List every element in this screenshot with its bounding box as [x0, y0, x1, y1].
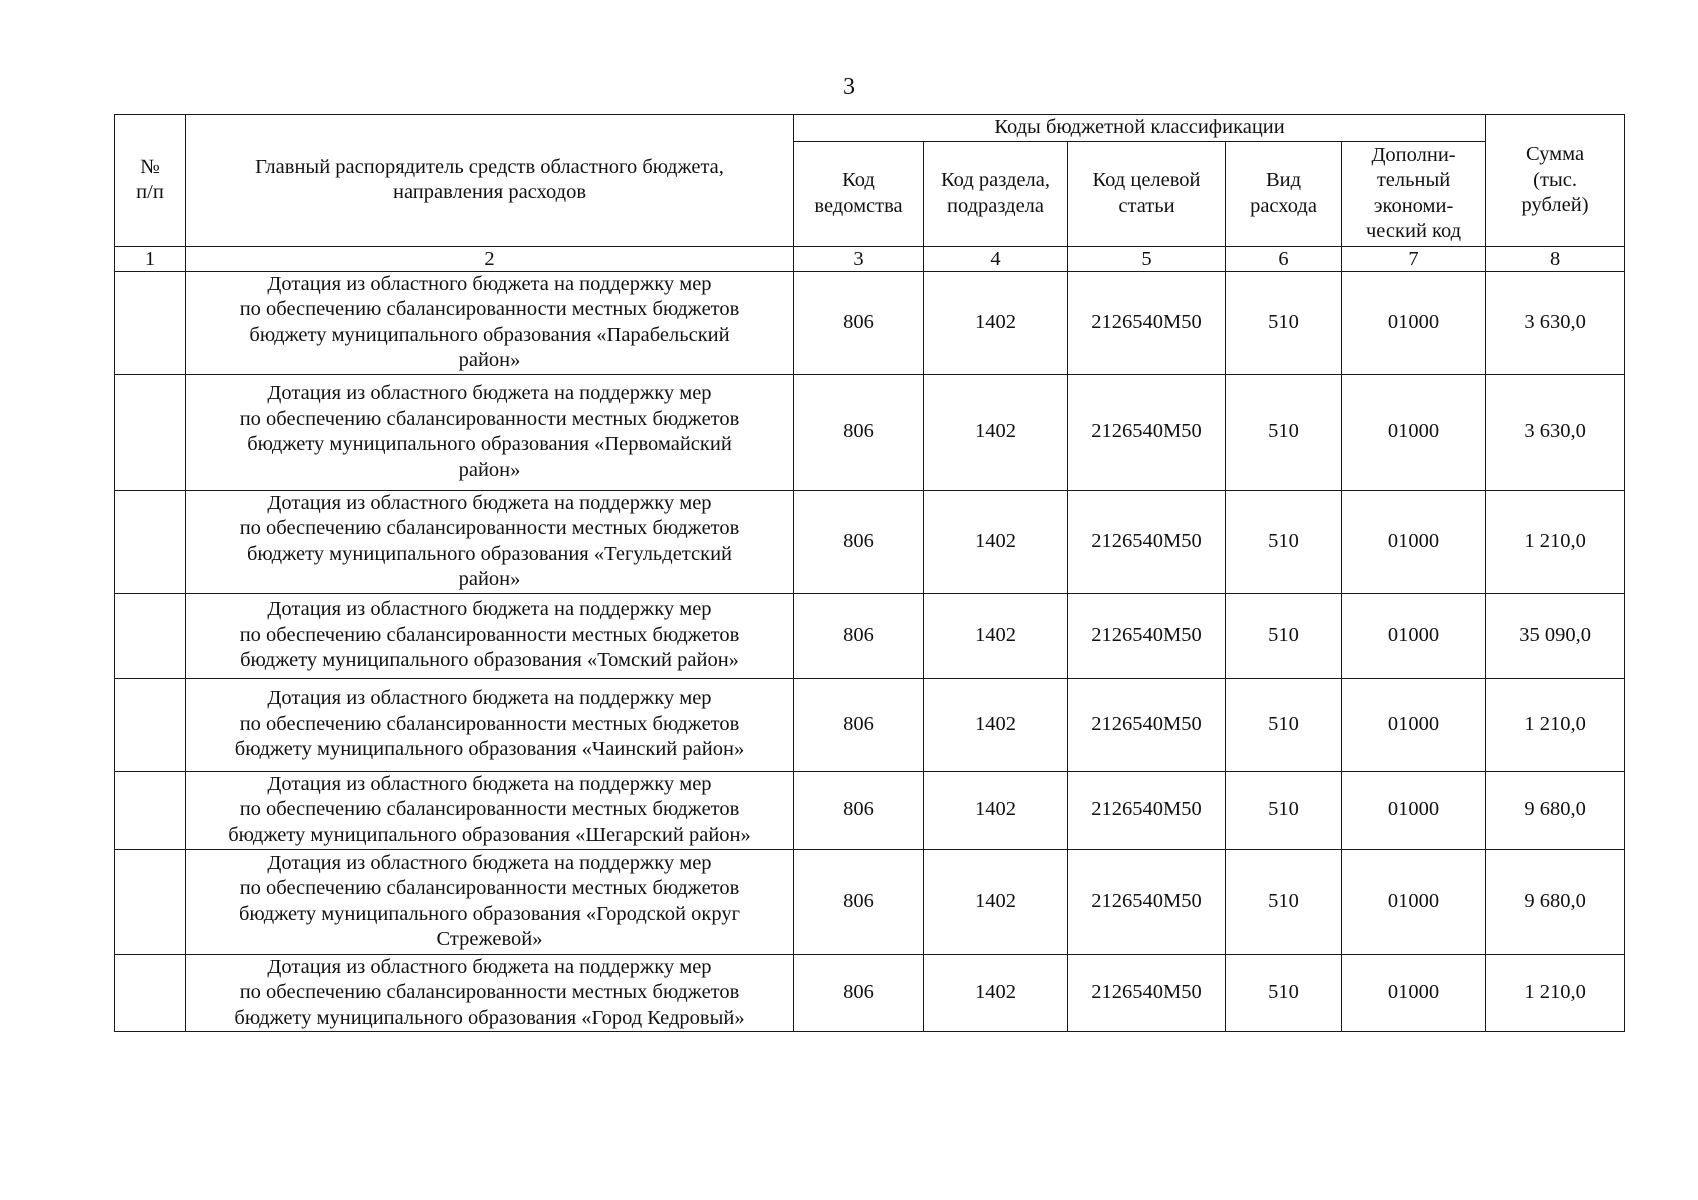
header-text: Сумма	[1526, 143, 1585, 165]
cell-section: 1402	[924, 490, 1068, 593]
cell-sum: 9 680,0	[1486, 771, 1625, 849]
header-text: статьи	[1118, 194, 1175, 217]
header-text: (тыс.	[1533, 168, 1577, 191]
description-line: по обеспечению сбалансированности местных бюджетов	[239, 517, 740, 539]
header-text: экономи-	[1373, 194, 1454, 217]
column-number: 5	[1068, 246, 1226, 271]
header-codes-group: Коды бюджетной классификации	[794, 115, 1486, 142]
header-num	[115, 115, 186, 247]
cell-target: 2126540M50	[1068, 490, 1226, 593]
table-row	[115, 849, 1625, 954]
header-text: Вид	[1265, 169, 1302, 191]
table-body	[115, 246, 1625, 1032]
row-number	[115, 771, 186, 849]
table-row	[115, 490, 1625, 593]
column-number: 7	[1342, 246, 1486, 271]
cell-expense: 510	[1226, 374, 1342, 490]
header-text: направления расходов	[392, 181, 587, 204]
header-recipient	[186, 115, 794, 247]
table-row	[115, 954, 1625, 1032]
description-line: по обеспечению сбалансированности местных бюджетов	[239, 877, 740, 899]
cell-expense: 510	[1226, 954, 1342, 1032]
description-line: по обеспечению сбалансированности местных бюджетов	[239, 298, 740, 320]
description-line: бюджету муниципального образования «Город Кедровый»	[234, 1006, 745, 1029]
cell-sum: 3 630,0	[1486, 374, 1625, 490]
description-line: район»	[458, 349, 521, 371]
cell-section: 1402	[924, 374, 1068, 490]
description-line: бюджету муниципального образования «Томский район»	[240, 649, 739, 672]
row-description	[186, 490, 794, 593]
cell-econ: 01000	[1342, 678, 1486, 771]
budget-table	[114, 114, 1625, 1032]
cell-target: 2126540M50	[1068, 771, 1226, 849]
cell-sum: 1 210,0	[1486, 954, 1625, 1032]
cell-target: 2126540M50	[1068, 271, 1226, 374]
header-text: подраздела	[947, 194, 1044, 217]
header-sum	[1486, 115, 1625, 247]
cell-target: 2126540M50	[1068, 849, 1226, 954]
cell-expense: 510	[1226, 490, 1342, 593]
page-number: 3	[843, 74, 855, 100]
cell-econ: 01000	[1342, 849, 1486, 954]
description-line: бюджету муниципального образования «Тегульдетский	[246, 542, 733, 565]
cell-sum: 1 210,0	[1486, 678, 1625, 771]
cell-section: 1402	[924, 271, 1068, 374]
cell-expense: 510	[1226, 678, 1342, 771]
row-description	[186, 771, 794, 849]
header-dept	[794, 141, 924, 246]
cell-econ: 01000	[1342, 593, 1486, 678]
row-description	[186, 593, 794, 678]
cell-sum: 35 090,0	[1486, 593, 1625, 678]
row-number	[115, 374, 186, 490]
description-line: Дотация из областного бюджета на поддержку мер	[267, 955, 712, 978]
cell-target: 2126540M50	[1068, 678, 1226, 771]
cell-target: 2126540M50	[1068, 593, 1226, 678]
description-line: Дотация из областного бюджета на поддержку мер	[267, 687, 712, 710]
description-line: Стрежевой»	[436, 928, 543, 950]
description-line: бюджету муниципального образования «Первомайский	[247, 433, 732, 455]
description-line: по обеспечению сбалансированности местных бюджетов	[239, 407, 740, 430]
column-number: 4	[924, 246, 1068, 271]
cell-dept: 806	[794, 374, 924, 490]
cell-dept: 806	[794, 954, 924, 1032]
description-line: по обеспечению сбалансированности местных бюджетов	[239, 623, 740, 646]
description-line: по обеспечению сбалансированности местных бюджетов	[239, 798, 740, 821]
row-number	[115, 490, 186, 593]
header-text: ческий код	[1366, 220, 1462, 242]
cell-sum: 3 630,0	[1486, 271, 1625, 374]
description-line: бюджету муниципального образования «Городской округ	[239, 902, 740, 925]
header-text: Код	[842, 169, 875, 191]
header-text: рублей)	[1521, 194, 1589, 216]
description-line: Дотация из областного бюджета на поддержку мер	[267, 851, 712, 874]
cell-expense: 510	[1226, 849, 1342, 954]
row-description	[186, 374, 794, 490]
cell-sum: 1 210,0	[1486, 490, 1625, 593]
cell-section: 1402	[924, 954, 1068, 1032]
cell-dept: 806	[794, 271, 924, 374]
cell-sum: 9 680,0	[1486, 849, 1625, 954]
column-number: 1	[115, 246, 186, 271]
header-text: ведомства	[814, 194, 903, 217]
cell-expense: 510	[1226, 771, 1342, 849]
column-number-row	[115, 246, 1625, 271]
description-line: бюджету муниципального образования «Парабельский	[249, 323, 730, 346]
cell-econ: 01000	[1342, 954, 1486, 1032]
column-number: 3	[794, 246, 924, 271]
column-number: 8	[1486, 246, 1625, 271]
cell-dept: 806	[794, 593, 924, 678]
row-number	[115, 954, 186, 1032]
row-description	[186, 271, 794, 374]
table-row	[115, 271, 1625, 374]
cell-econ: 01000	[1342, 490, 1486, 593]
header-econ	[1342, 141, 1486, 246]
description-line: бюджету муниципального образования «Чаинский район»	[234, 738, 745, 761]
table-row	[115, 678, 1625, 771]
column-number: 6	[1226, 246, 1342, 271]
header-text: Код целевой	[1092, 169, 1201, 191]
header-text: расхода	[1250, 194, 1317, 217]
description-line: по обеспечению сбалансированности местных бюджетов	[239, 712, 740, 735]
row-description	[186, 849, 794, 954]
description-line: Дотация из областного бюджета на поддержку мер	[267, 772, 712, 795]
description-line: Дотация из областного бюджета на поддержку мер	[267, 491, 712, 514]
row-description	[186, 678, 794, 771]
cell-dept: 806	[794, 678, 924, 771]
description-line: бюджету муниципального образования «Шегарский район»	[228, 823, 751, 846]
row-number	[115, 593, 186, 678]
cell-dept: 806	[794, 849, 924, 954]
description-line: район»	[458, 568, 521, 590]
header-row-top	[115, 115, 1625, 142]
header-text: №	[140, 155, 160, 178]
description-line: Дотация из областного бюджета на поддержку мер	[267, 382, 712, 404]
header-text: Код раздела,	[941, 169, 1050, 191]
cell-dept: 806	[794, 490, 924, 593]
cell-section: 1402	[924, 678, 1068, 771]
row-description	[186, 954, 794, 1032]
cell-dept: 806	[794, 771, 924, 849]
row-number	[115, 849, 186, 954]
header-text: тельный	[1376, 169, 1451, 191]
table-row	[115, 374, 1625, 490]
table-row	[115, 771, 1625, 849]
description-line: по обеспечению сбалансированности местных бюджетов	[239, 981, 740, 1003]
cell-econ: 01000	[1342, 271, 1486, 374]
header-text: Дополни-	[1371, 143, 1456, 166]
cell-section: 1402	[924, 771, 1068, 849]
table-row	[115, 593, 1625, 678]
cell-expense: 510	[1226, 271, 1342, 374]
header-target	[1068, 141, 1226, 246]
header-expense	[1226, 141, 1342, 246]
cell-target: 2126540M50	[1068, 954, 1226, 1032]
cell-econ: 01000	[1342, 771, 1486, 849]
description-line: Дотация из областного бюджета на поддержку мер	[267, 598, 712, 621]
cell-section: 1402	[924, 593, 1068, 678]
cell-target: 2126540M50	[1068, 374, 1226, 490]
cell-econ: 01000	[1342, 374, 1486, 490]
row-number	[115, 271, 186, 374]
description-line: район»	[458, 458, 521, 481]
column-number: 2	[186, 246, 794, 271]
header-text: Главный распорядитель средств областного бюджета,	[255, 155, 724, 178]
header-text: п/п	[136, 181, 164, 204]
cell-expense: 510	[1226, 593, 1342, 678]
description-line: Дотация из областного бюджета на поддержку мер	[267, 272, 712, 295]
header-section	[924, 141, 1068, 246]
cell-section: 1402	[924, 849, 1068, 954]
row-number	[115, 678, 186, 771]
